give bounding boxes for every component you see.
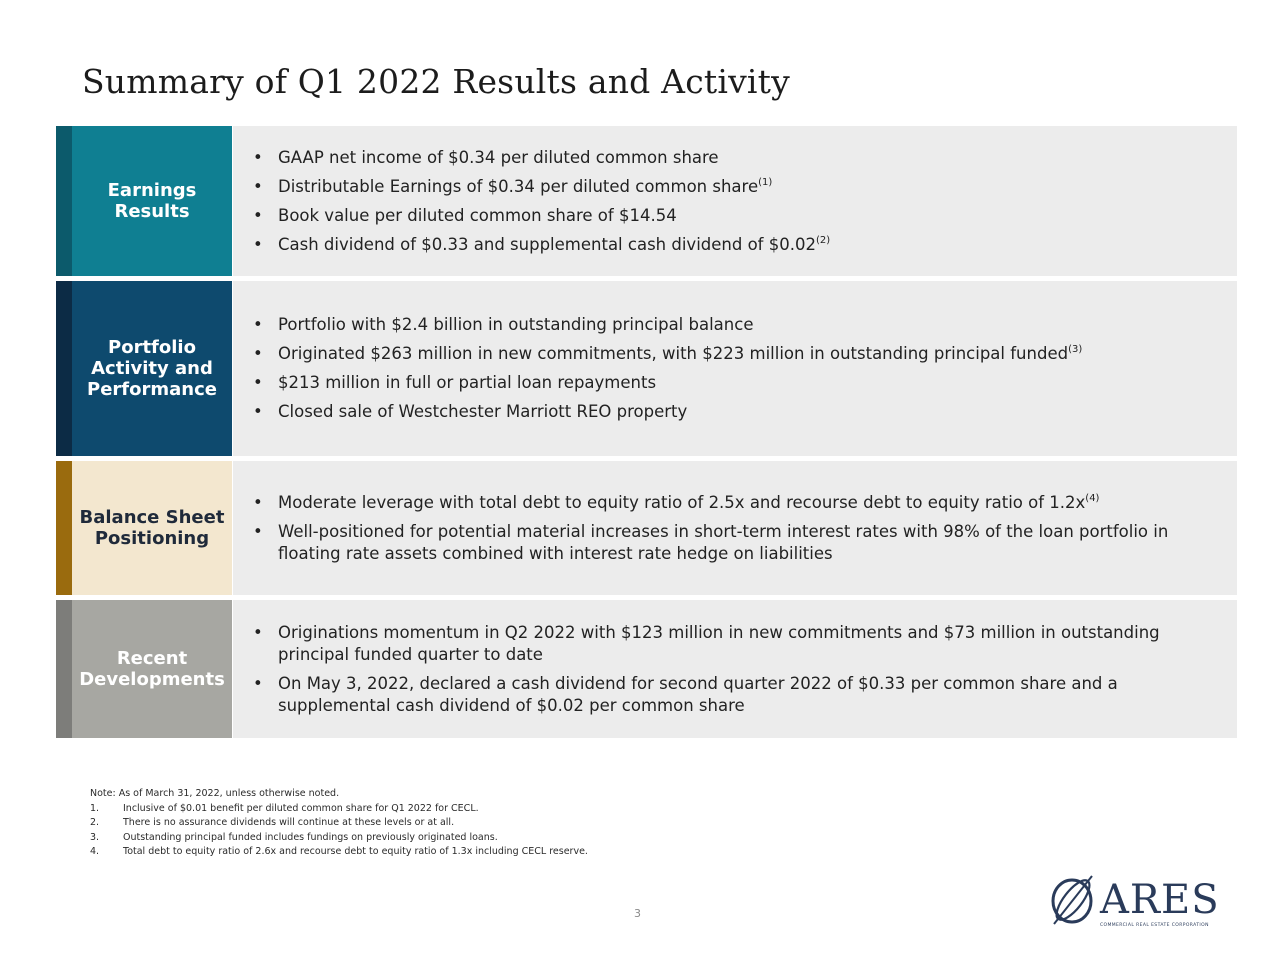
section-stripe [56, 126, 72, 276]
section-label: Recent Developments [72, 600, 232, 738]
section-portfolio-activity [56, 281, 1237, 456]
section-label: Earnings Results [72, 126, 232, 276]
section-label: Balance Sheet Positioning [72, 461, 232, 595]
bullet-icon: • [253, 344, 263, 363]
footnote-intro: Note: As of March 31, 2022, unless otherwise noted. [90, 788, 340, 799]
page-number: 3 [634, 907, 641, 920]
bullet-icon: • [253, 521, 263, 541]
ares-logo [1048, 872, 1228, 934]
logo-subtitle: COMMERCIAL REAL ESTATE CORPORATION [1100, 923, 1209, 928]
bullet-item: • Originated $263 million in new commitments, with $223 million in outstanding principal funded$^{(3)}$ [253, 344, 1083, 363]
bullet-item: • Originations momentum in Q2 2022 with $123 million in new commitments and $73 million in outstanding principal funded quarter to date [253, 622, 1160, 664]
page-title: Summary of Q1 2022 Results and Activity [82, 62, 790, 101]
bullet-list [253, 622, 1225, 717]
footnote-ref: (2) [815, 234, 831, 246]
bullet-item: • Distributable Earnings of $0.34 per diluted common share$^{(1)}$ [253, 176, 773, 196]
bullet-item: • Book value per diluted common share of $14.54 [253, 205, 677, 225]
bullet-icon: • [253, 234, 263, 254]
bullet-item: • Closed sale of Westchester Marriott REO property [253, 402, 688, 421]
bullet-item: • GAAP net income of $0.34 per diluted common share [253, 147, 719, 167]
footnote-item: 2. There is no assurance dividends will continue at these levels or at all. [90, 817, 455, 828]
ares-logo-icon [1048, 872, 1100, 928]
section-content [233, 461, 1237, 595]
bullet-icon: • [253, 205, 263, 225]
section-label: Portfolio Activity and Performance [72, 281, 232, 456]
section-earnings-results [56, 126, 1237, 276]
logo-wordmark: ARES [1100, 877, 1220, 923]
bullet-item: • $213 million in full or partial loan repayments [253, 373, 657, 392]
bullet-item: • Cash dividend of $0.33 and supplemental cash dividend of $0.02$^{(2)}$ [253, 234, 831, 254]
bullet-item: • Well-positioned for potential material increases in short-term interest rates with 98% of the loan portfolio in floating rate assets combined with interest rate hedge on liabilities [253, 521, 1169, 563]
footnote-ref: (1) [758, 176, 773, 188]
section-stripe [56, 600, 72, 738]
bullet-icon: • [253, 492, 263, 512]
section-content [233, 600, 1237, 738]
footnote-item: 4. Total debt to equity ratio of 2.6x and recourse debt to equity ratio of 1.3x including CECL reserve. [90, 846, 588, 857]
footnote-item: 1. Inclusive of $0.01 benefit per diluted common share for Q1 2022 for CECL. [90, 802, 479, 814]
bullet-list [253, 147, 1225, 256]
section-balance-sheet [56, 461, 1237, 595]
bullet-icon: • [253, 147, 263, 167]
footnote-ref: (4) [1085, 492, 1100, 504]
bullet-icon: • [253, 673, 263, 693]
footnotes [90, 787, 588, 860]
section-stripe [56, 281, 72, 456]
bullet-item: • Portfolio with $2.4 billion in outstanding principal balance [253, 315, 754, 334]
footnote-item: 3. Outstanding principal funded includes fundings on previously originated loans. [90, 831, 498, 843]
bullet-icon: • [253, 373, 263, 392]
bullet-icon: • [253, 622, 263, 642]
bullet-list [253, 492, 1225, 565]
bullet-icon: • [253, 315, 263, 334]
bullet-icon: • [253, 176, 263, 196]
section-content [233, 281, 1237, 456]
section-content [233, 126, 1237, 276]
bullet-item: • On May 3, 2022, declared a cash dividend for second quarter 2022 of $0.33 per common share and a supplemental cash dividend of $0.02 per common share [253, 673, 1118, 715]
bullet-icon: • [253, 402, 263, 421]
footnote-ref: (3) [1068, 344, 1083, 355]
bullet-list [253, 314, 1225, 423]
bullet-item: • Moderate leverage with total debt to equity ratio of 2.5x and recourse debt to equity ratio of $1.2x^{(4)}$ [253, 492, 1100, 512]
section-recent-developments [56, 600, 1237, 738]
section-stripe [56, 461, 72, 595]
